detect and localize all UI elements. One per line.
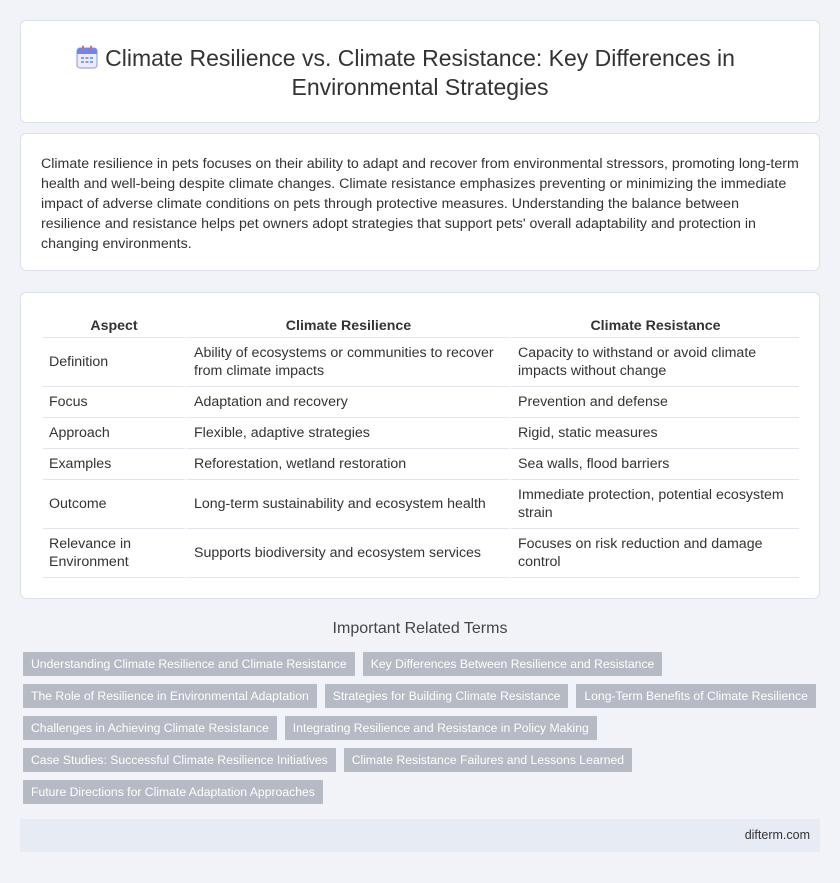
table-cell: Outcome (43, 480, 185, 529)
related-terms-tags (23, 652, 813, 812)
table-cell: Examples (43, 449, 185, 480)
table-cell: Immediate protection, potential ecosystem strain (509, 480, 799, 529)
header-climate-resistance: Climate Resistance (509, 311, 799, 338)
related-term-tag[interactable]: Challenges in Achieving Climate Resistance (23, 716, 277, 740)
page-title (21, 44, 819, 102)
table-cell: Ability of ecosystems or communities to recover from climate impacts (185, 338, 509, 387)
table-row (43, 387, 799, 418)
table-cell: Rigid, static measures (509, 418, 799, 449)
related-term-tag[interactable]: Case Studies: Successful Climate Resilience Initiatives (23, 748, 336, 772)
table-row (43, 529, 799, 578)
header-card (20, 20, 820, 123)
intro-paragraph: Climate resilience in pets focuses on their ability to adapt and recover from environmental stressors, promoting long-term health and well-being despite climate changes. Climate resistance emphasizes preventing or minimizing the immediate impact of adverse climate conditions on pets through protective measures. Understanding the balance between resilience and resistance helps pet owners adopt strategies that support pets' overall adaptability and protection in changing environments. (41, 156, 799, 252)
related-term-tag[interactable]: Integrating Resilience and Resistance in Policy Making (285, 716, 597, 740)
table-cell: Reforestation, wetland restoration (185, 449, 509, 480)
header-climate-resilience: Climate Resilience (185, 311, 509, 338)
table-cell: Long-term sustainability and ecosystem health (185, 480, 509, 529)
table-row (43, 418, 799, 449)
table-cell: Relevance in Environment (43, 529, 185, 578)
table-cell: Flexible, adaptive strategies (185, 418, 509, 449)
comparison-table (43, 311, 799, 578)
page-title-line-1: Climate Resilience vs. Climate Resistance: Key Differences in (105, 45, 735, 71)
related-term-tag[interactable]: Future Directions for Climate Adaptation Approaches (23, 780, 323, 804)
table-row (43, 449, 799, 480)
table-cell: Focus (43, 387, 185, 418)
related-term-tag[interactable]: Understanding Climate Resilience and Climate Resistance (23, 652, 355, 676)
related-term-tag[interactable]: The Role of Resilience in Environmental Adaptation (23, 684, 317, 708)
footer (20, 819, 820, 852)
comparison-table-card (20, 292, 820, 599)
footer-site-name[interactable]: difterm.com (744, 828, 810, 842)
related-term-tag[interactable]: Strategies for Building Climate Resistance (325, 684, 569, 708)
related-term-tag[interactable]: Long-Term Benefits of Climate Resilience (576, 684, 816, 708)
table-cell: Capacity to withstand or avoid climate impacts without change (509, 338, 799, 387)
table-cell: Definition (43, 338, 185, 387)
table-cell: Approach (43, 418, 185, 449)
page-title-line-2: Environmental Strategies (291, 74, 549, 100)
table-cell: Sea walls, flood barriers (509, 449, 799, 480)
related-term-tag[interactable]: Key Differences Between Resilience and Resistance (363, 652, 663, 676)
table-row (43, 338, 799, 387)
related-terms-title: Important Related Terms (332, 620, 508, 637)
header-aspect: Aspect (43, 311, 185, 338)
table-cell: Prevention and defense (509, 387, 799, 418)
intro-card (20, 133, 820, 271)
table-cell: Adaptation and recovery (185, 387, 509, 418)
table-cell: Focuses on risk reduction and damage control (509, 529, 799, 578)
related-term-tag[interactable]: Climate Resistance Failures and Lessons Learned (344, 748, 632, 772)
table-row (43, 480, 799, 529)
table-header-row (43, 311, 799, 338)
table-cell: Supports biodiversity and ecosystem services (185, 529, 509, 578)
